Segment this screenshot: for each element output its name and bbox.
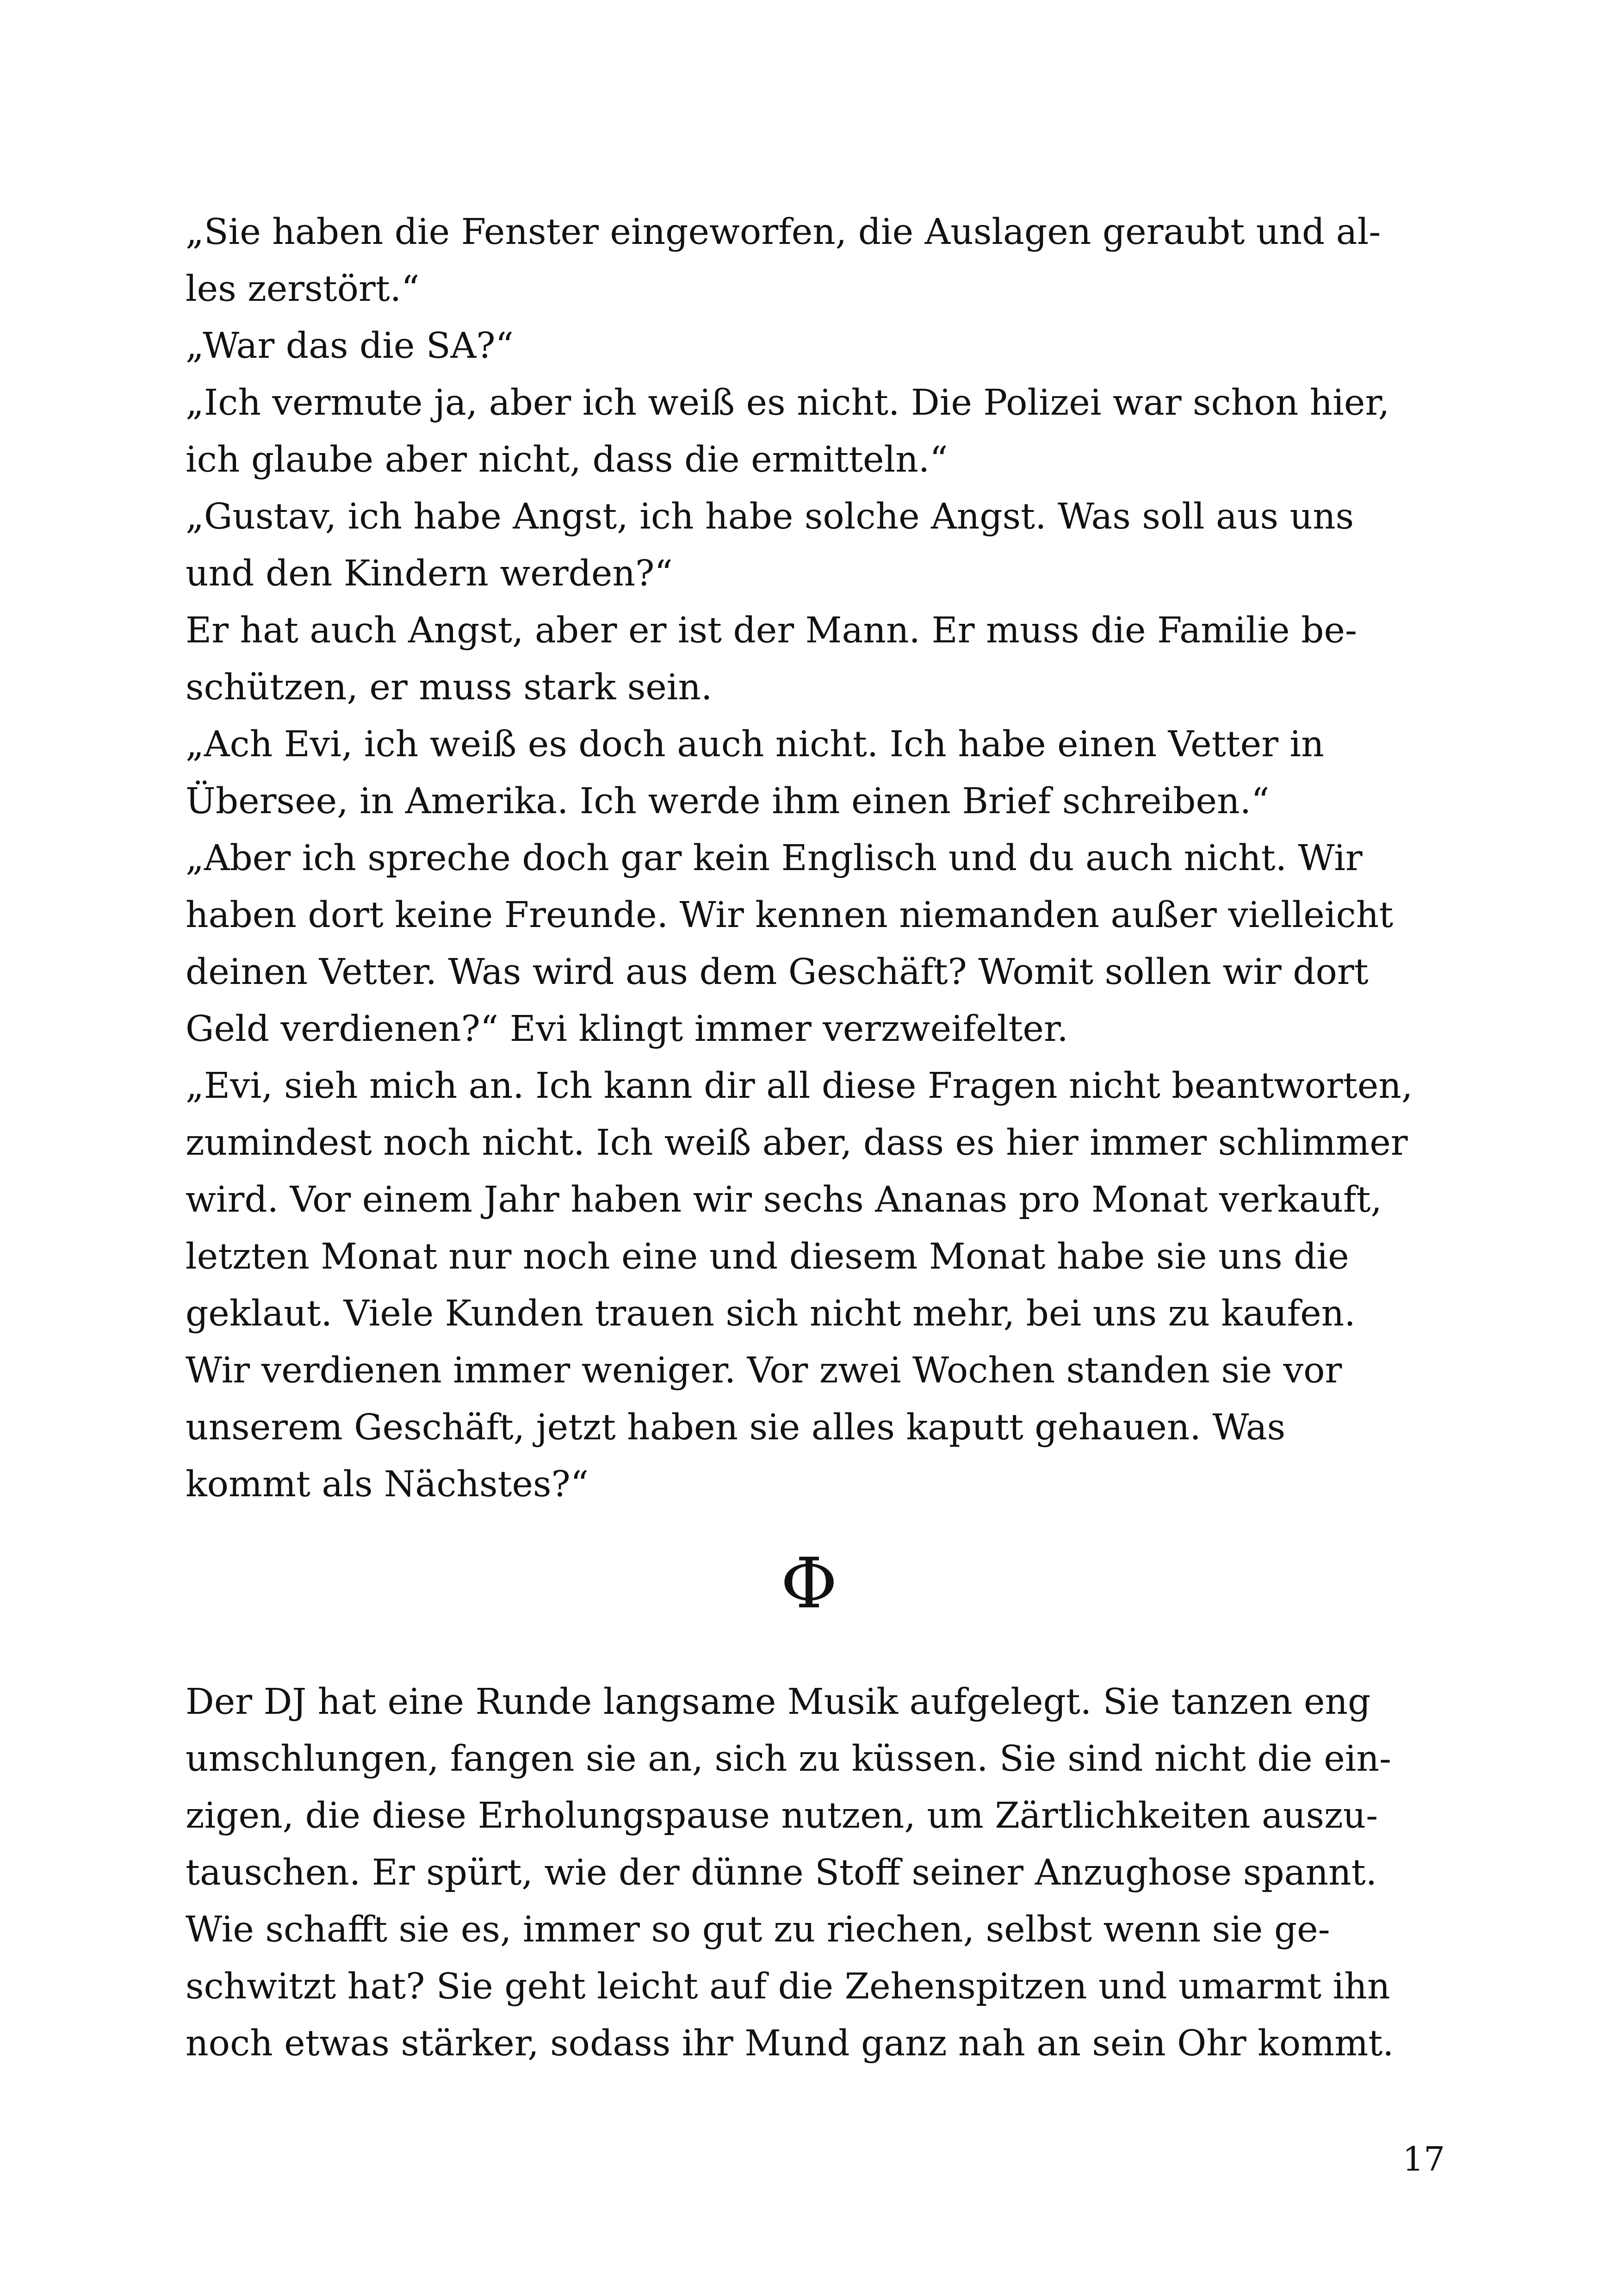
text-line: geklaut. Viele Kunden trauen sich nicht mehr, bei uns zu kaufen. xyxy=(186,1293,1356,1334)
text-line: „Ich vermute ja, aber ich weiß es nicht. Die Polizei war schon hier, xyxy=(186,382,1390,423)
text-line: „Ach Evi, ich weiß es doch auch nicht. Ich habe einen Vetter in xyxy=(186,724,1324,765)
text-line: kommt als Nächstes?“ xyxy=(186,1464,589,1505)
text-line: „Sie haben die Fenster eingeworfen, die Auslagen geraubt und al- xyxy=(186,212,1381,253)
narrative-section xyxy=(186,1674,1435,2072)
text-line: und den Kindern werden?“ xyxy=(186,553,673,594)
text-line: unserem Geschäft, jetzt haben sie alles kaputt gehauen. Was xyxy=(186,1407,1286,1448)
text-line: zigen, die diese Erholungspause nutzen, um Zärtlichkeiten auszu- xyxy=(186,1795,1378,1836)
text-line: Er hat auch Angst, aber er ist der Mann. Er muss die Familie be- xyxy=(186,610,1357,651)
text-line: „Evi, sieh mich an. Ich kann dir all diese Fragen nicht beantworten, xyxy=(186,1065,1413,1107)
text-line: Wie schafft sie es, immer so gut zu riechen, selbst wenn sie ge- xyxy=(186,1909,1330,1950)
text-line: letzten Monat nur noch eine und diesem Monat habe sie uns die xyxy=(186,1236,1349,1277)
page-number: 17 xyxy=(1402,2140,1445,2178)
text-line: Wir verdienen immer weniger. Vor zwei Wochen standen sie vor xyxy=(186,1350,1342,1391)
section-separator-phi: Φ xyxy=(781,1543,837,1624)
text-line: Übersee, in Amerika. Ich werde ihm einen Brief schreiben.“ xyxy=(186,781,1270,822)
text-line: wird. Vor einem Jahr haben wir sechs Ananas pro Monat verkauft, xyxy=(186,1179,1382,1220)
text-line: ich glaube aber nicht, dass die ermitteln.“ xyxy=(186,439,948,480)
text-line: umschlungen, fangen sie an, sich zu küssen. Sie sind nicht die ein- xyxy=(186,1738,1392,1780)
text-line: zumindest noch nicht. Ich weiß aber, dass es hier immer schlimmer xyxy=(186,1122,1408,1164)
text-line: haben dort keine Freunde. Wir kennen niemanden außer vielleicht xyxy=(186,895,1394,936)
text-line: tauschen. Er spürt, wie der dünne Stoff seiner Anzughose spannt. xyxy=(186,1852,1377,1893)
dialogue-section xyxy=(186,204,1435,1513)
text-line: schützen, er muss stark sein. xyxy=(186,667,713,708)
text-line: Der DJ hat eine Runde langsame Musik aufgelegt. Sie tanzen eng xyxy=(186,1681,1371,1723)
text-line: deinen Vetter. Was wird aus dem Geschäft? Womit sollen wir dort xyxy=(186,952,1369,993)
text-line: „War das die SA?“ xyxy=(186,325,514,367)
text-line: noch etwas stärker, sodass ihr Mund ganz nah an sein Ohr kommt. xyxy=(186,2023,1394,2064)
text-line: schwitzt hat? Sie geht leicht auf die Zehenspitzen und umarmt ihn xyxy=(186,1966,1390,2007)
text-line: „Gustav, ich habe Angst, ich habe solche Angst. Was soll aus uns xyxy=(186,496,1354,537)
text-line: Geld verdienen?“ Evi klingt immer verzweifelter. xyxy=(186,1008,1068,1050)
text-line: „Aber ich spreche doch gar kein Englisch und du auch nicht. Wir xyxy=(186,838,1363,879)
text-line: les zerstört.“ xyxy=(186,268,420,310)
